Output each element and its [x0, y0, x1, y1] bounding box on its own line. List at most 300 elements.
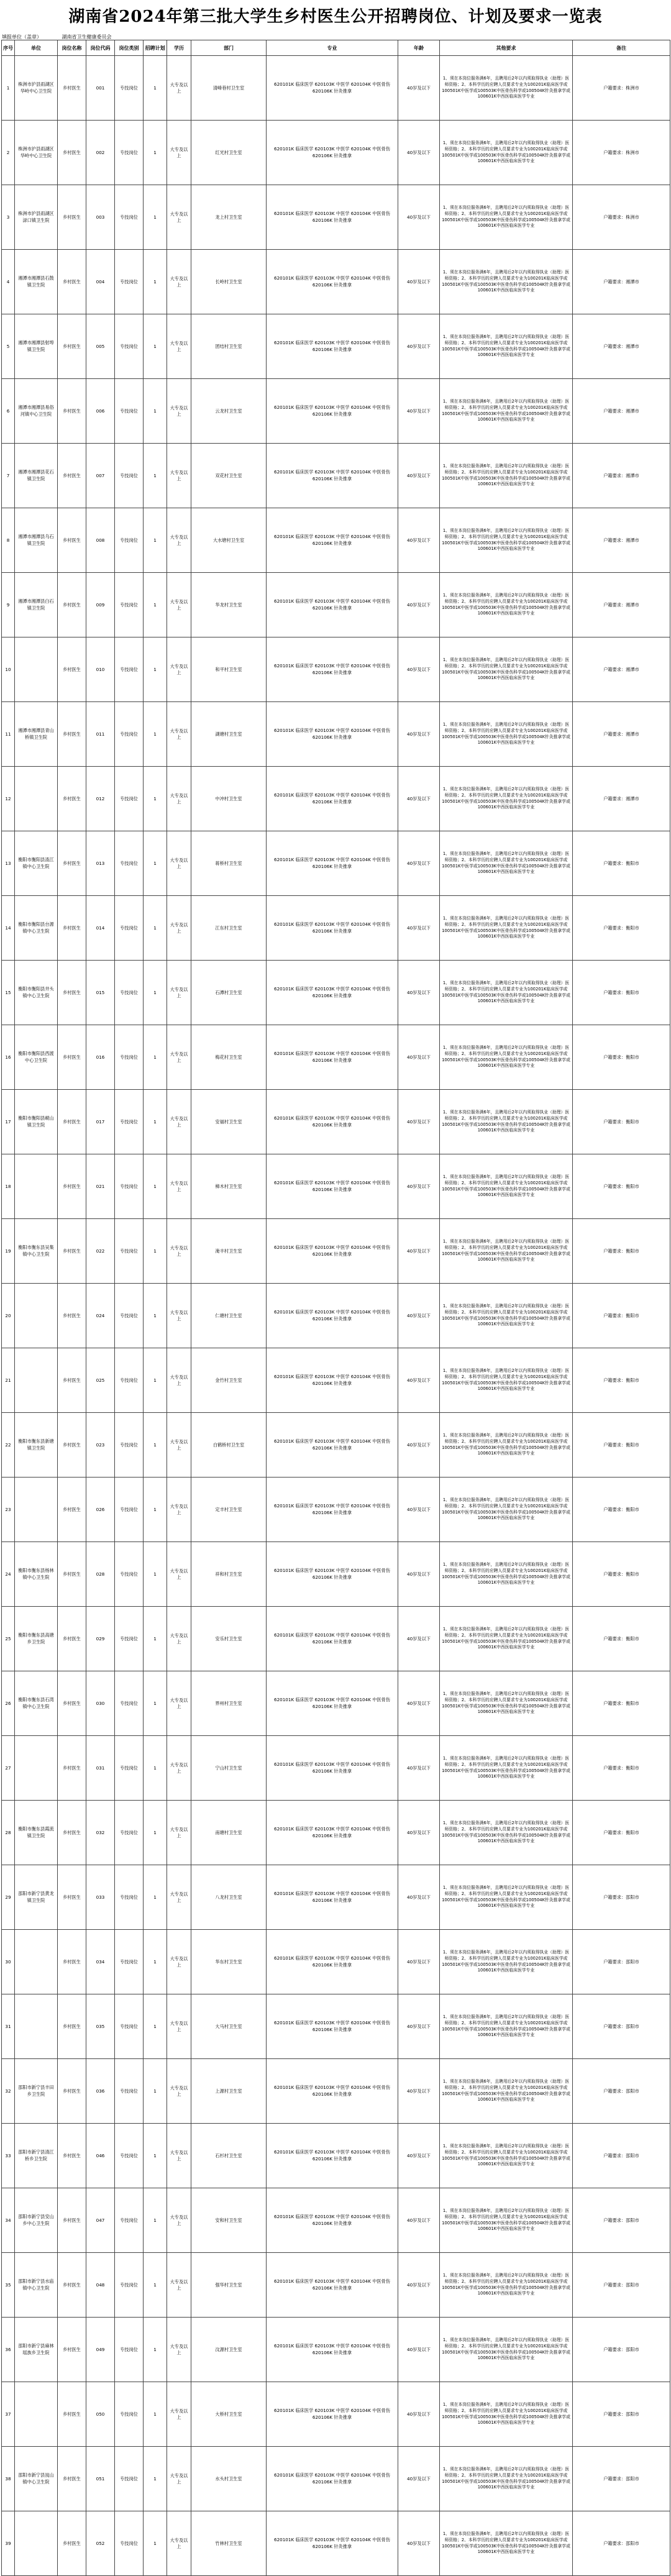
major-cell: 620101K 临床医学 620103K 中医学 620104K 中医骨伤 620106K 针灸推拿 [267, 56, 398, 121]
department-cell: 和平村卫生室 [191, 637, 267, 702]
plan-count-cell: 1 [144, 896, 167, 961]
table-row [2, 1154, 670, 1219]
unit-cell: 邵阳市新宁县麻林瑶族乡卫生院 [15, 2318, 58, 2382]
other-requirements-cell: 1、须在本岗位服务满6年，且聘用后2年以内须取得执业（助理）医师资格；2、本科学历的应聘人员要求专业为100201K临床医学或100501K中医学或100503K中医骨伤科学或100504K针灸推拿学或100601K中西医临床医学专业 [440, 1219, 573, 1284]
other-requirements-cell: 1、须在本岗位服务满6年，且聘用后2年以内须取得执业（助理）医师资格；2、本科学历的应聘人员要求专业为100201K临床医学或100501K中医学或100503K中医骨伤科学或100504K针灸推拿学或100601K中西医临床医学专业 [440, 1090, 573, 1154]
post-code-cell: 036 [86, 2059, 115, 2124]
post-name-cell: 乡村医生 [58, 121, 86, 185]
major-cell: 620101K 临床医学 620103K 中医学 620104K 中医骨伤 620106K 针灸推拿 [267, 573, 398, 637]
major-cell: 620101K 临床医学 620103K 中医学 620104K 中医骨伤 620106K 针灸推拿 [267, 2447, 398, 2511]
unit-cell: 邵阳市新宁县丰田乡卫生院 [15, 2059, 58, 2124]
department-cell: 华龙村卫生室 [191, 573, 267, 637]
plan-count-cell: 1 [144, 2188, 167, 2253]
post-code-cell: 017 [86, 1090, 115, 1154]
post-name-cell: 乡村医生 [58, 444, 86, 508]
education-cell: 大专及以上 [167, 2511, 191, 2576]
department-cell: 竹林村卫生室 [191, 2511, 267, 2576]
unit-cell [15, 2382, 58, 2447]
notes-cell: 户籍要求：湘潭市 [573, 637, 670, 702]
unit-cell: 衡阳市衡阳县井头镇中心卫生院 [15, 961, 58, 1025]
post-category-cell: 专技岗位 [115, 1025, 144, 1090]
table-row [2, 2253, 670, 2318]
table-row [2, 379, 670, 444]
education-cell: 大专及以上 [167, 2382, 191, 2447]
major-cell: 620101K 临床医学 620103K 中医学 620104K 中医骨伤 620106K 针灸推拿 [267, 1478, 398, 1542]
education-cell: 大专及以上 [167, 1865, 191, 1930]
plan-count-cell: 1 [144, 1542, 167, 1607]
post-name-cell: 乡村医生 [58, 1348, 86, 1413]
plan-count-cell: 1 [144, 1284, 167, 1348]
other-requirements-cell: 1、须在本岗位服务满6年，且聘用后2年以内须取得执业（助理）医师资格；2、本科学历的应聘人员要求专业为100201K临床医学或100501K中医学或100503K中医骨伤科学或100504K针灸推拿学或100601K中西医临床医学专业 [440, 1478, 573, 1542]
plan-count-cell: 1 [144, 1801, 167, 1865]
notes-cell: 户籍要求：株洲市 [573, 56, 670, 121]
post-name-cell: 乡村医生 [58, 508, 86, 573]
table-row [2, 2124, 670, 2188]
notes-cell: 户籍要求：邵阳市 [573, 2511, 670, 2576]
post-name-cell: 乡村医生 [58, 702, 86, 767]
post-category-cell: 专技岗位 [115, 2318, 144, 2382]
education-cell: 大专及以上 [167, 185, 191, 250]
table-row [2, 1930, 670, 1994]
education-cell: 大专及以上 [167, 1219, 191, 1284]
age-cell: 40岁及以下 [398, 1478, 440, 1542]
post-category-cell: 专技岗位 [115, 1801, 144, 1865]
notes-cell: 户籍要求：衡阳市 [573, 1284, 670, 1348]
notes-cell: 户籍要求：湘潭市 [573, 314, 670, 379]
education-cell: 大专及以上 [167, 1413, 191, 1478]
table-row [2, 1736, 670, 1801]
table-row [2, 896, 670, 961]
table-row [2, 1090, 670, 1154]
age-cell: 40岁及以下 [398, 896, 440, 961]
post-name-cell: 乡村医生 [58, 250, 86, 314]
education-cell: 大专及以上 [167, 767, 191, 831]
department-cell: 定丰村卫生室 [191, 1478, 267, 1542]
plan-count-cell: 1 [144, 379, 167, 444]
education-cell: 大专及以上 [167, 1801, 191, 1865]
table-row [2, 56, 670, 121]
post-category-cell: 专技岗位 [115, 250, 144, 314]
post-name-cell: 乡村医生 [58, 1284, 86, 1348]
post-code-cell: 049 [86, 2318, 115, 2382]
notes-cell: 户籍要求：邵阳市 [573, 2188, 670, 2253]
education-cell: 大专及以上 [167, 1930, 191, 1994]
seq-cell: 3 [2, 185, 15, 250]
post-category-cell: 专技岗位 [115, 1736, 144, 1801]
post-category-cell: 专技岗位 [115, 2253, 144, 2318]
post-code-cell: 047 [86, 2188, 115, 2253]
other-requirements-cell: 1、须在本岗位服务满6年，且聘用后2年以内须取得执业（助理）医师资格；2、本科学历的应聘人员要求专业为100201K临床医学或100501K中医学或100503K中医骨伤科学或100504K针灸推拿学或100601K中西医临床医学专业 [440, 1413, 573, 1478]
plan-count-cell: 1 [144, 2382, 167, 2447]
notes-cell: 户籍要求：衡阳市 [573, 1671, 670, 1736]
age-cell: 40岁及以下 [398, 1348, 440, 1413]
seq-cell: 15 [2, 961, 15, 1025]
other-requirements-cell: 1、须在本岗位服务满6年，且聘用后2年以内须取得执业（助理）医师资格；2、本科学历的应聘人员要求专业为100201K临床医学或100501K中医学或100503K中医骨伤科学或100504K针灸推拿学或100601K中西医临床医学专业 [440, 250, 573, 314]
other-requirements-cell: 1、须在本岗位服务满6年，且聘用后2年以内须取得执业（助理）医师资格；2、本科学历的应聘人员要求专业为100201K临床医学或100501K中医学或100503K中医骨伤科学或100504K针灸推拿学或100601K中西医临床医学专业 [440, 314, 573, 379]
notes-cell: 户籍要求：邵阳市 [573, 2318, 670, 2382]
age-cell: 40岁及以下 [398, 1219, 440, 1284]
unit-cell [15, 1348, 58, 1413]
education-cell: 大专及以上 [167, 1542, 191, 1607]
age-cell: 40岁及以下 [398, 1865, 440, 1930]
education-cell: 大专及以上 [167, 2318, 191, 2382]
post-code-cell: 046 [86, 2124, 115, 2188]
post-name-cell: 乡村医生 [58, 767, 86, 831]
other-requirements-cell: 1、须在本岗位服务满6年，且聘用后2年以内须取得执业（助理）医师资格；2、本科学历的应聘人员要求专业为100201K临床医学或100501K中医学或100503K中医骨伤科学或100504K针灸推拿学或100601K中西医临床医学专业 [440, 831, 573, 896]
education-cell: 大专及以上 [167, 1090, 191, 1154]
education-cell: 大专及以上 [167, 1736, 191, 1801]
age-cell: 40岁及以下 [398, 961, 440, 1025]
notes-cell: 户籍要求：邵阳市 [573, 2059, 670, 2124]
notes-cell: 户籍要求：湘潭市 [573, 444, 670, 508]
seq-cell: 13 [2, 831, 15, 896]
post-category-cell: 专技岗位 [115, 2511, 144, 2576]
notes-cell: 户籍要求：湘潭市 [573, 250, 670, 314]
age-cell: 40岁及以下 [398, 702, 440, 767]
other-requirements-cell: 1、须在本岗位服务满6年，且聘用后2年以内须取得执业（助理）医师资格；2、本科学历的应聘人员要求专业为100201K临床医学或100501K中医学或100503K中医骨伤科学或100504K针灸推拿学或100601K中西医临床医学专业 [440, 185, 573, 250]
post-code-cell: 011 [86, 702, 115, 767]
major-cell: 620101K 临床医学 620103K 中医学 620104K 中医骨伤 620106K 针灸推拿 [267, 1671, 398, 1736]
post-name-cell: 乡村医生 [58, 1478, 86, 1542]
seq-cell: 20 [2, 1284, 15, 1348]
other-requirements-cell: 1、须在本岗位服务满6年，且聘用后2年以内须取得执业（助理）医师资格；2、本科学历的应聘人员要求专业为100201K临床医学或100501K中医学或100503K中医骨伤科学或100504K针灸推拿学或100601K中西医临床医学专业 [440, 573, 573, 637]
post-name-cell: 乡村医生 [58, 2447, 86, 2511]
age-cell: 40岁及以下 [398, 831, 440, 896]
post-category-cell: 专技岗位 [115, 702, 144, 767]
education-cell: 大专及以上 [167, 1478, 191, 1542]
post-code-cell: 002 [86, 121, 115, 185]
other-requirements-cell: 1、须在本岗位服务满6年，且聘用后2年以内须取得执业（助理）医师资格；2、本科学历的应聘人员要求专业为100201K临床医学或100501K中医学或100503K中医骨伤科学或100504K针灸推拿学或100601K中西医临床医学专业 [440, 2447, 573, 2511]
notes-cell: 户籍要求：湘潭市 [573, 508, 670, 573]
plan-count-cell: 1 [144, 1671, 167, 1736]
major-cell: 620101K 临床医学 620103K 中医学 620104K 中医骨伤 620106K 针灸推拿 [267, 1413, 398, 1478]
table-row [2, 1413, 670, 1478]
notes-cell: 户籍要求：邵阳市 [573, 2382, 670, 2447]
unit-cell [15, 2511, 58, 2576]
unit-cell: 衡阳市衡阳县西渡中心卫生院 [15, 1025, 58, 1090]
major-cell: 620101K 临床医学 620103K 中医学 620104K 中医骨伤 620106K 针灸推拿 [267, 1025, 398, 1090]
post-code-cell: 029 [86, 1607, 115, 1671]
notes-cell: 户籍要求：衡阳市 [573, 1413, 670, 1478]
post-category-cell: 专技岗位 [115, 1671, 144, 1736]
unit-cell: 衡阳市衡东县吴集镇中心卫生院 [15, 1219, 58, 1284]
seq-cell: 25 [2, 1607, 15, 1671]
department-cell: 梅花村卫生室 [191, 1025, 267, 1090]
age-cell: 40岁及以下 [398, 2382, 440, 2447]
education-cell: 大专及以上 [167, 314, 191, 379]
unit-cell: 株洲市沪县雨湖区渌口镇卫生院 [15, 185, 58, 250]
other-requirements-cell: 1、须在本岗位服务满6年，且聘用后2年以内须取得执业（助理）医师资格；2、本科学历的应聘人员要求专业为100201K临床医学或100501K中医学或100503K中医骨伤科学或100504K针灸推拿学或100601K中西医临床医学专业 [440, 1736, 573, 1801]
post-category-cell: 专技岗位 [115, 831, 144, 896]
unit-cell [15, 1154, 58, 1219]
post-category-cell: 专技岗位 [115, 1154, 144, 1219]
seq-cell: 2 [2, 121, 15, 185]
table-row [2, 2059, 670, 2124]
header-category: 岗位类别 [115, 40, 144, 56]
header-plan: 招聘计划 [144, 40, 167, 56]
plan-count-cell: 1 [144, 1930, 167, 1994]
seq-cell: 24 [2, 1542, 15, 1607]
major-cell: 620101K 临床医学 620103K 中医学 620104K 中医骨伤 620106K 针灸推拿 [267, 2318, 398, 2382]
seq-cell: 19 [2, 1219, 15, 1284]
post-name-cell: 乡村医生 [58, 2382, 86, 2447]
major-cell: 620101K 临床医学 620103K 中医学 620104K 中医骨伤 620106K 针灸推拿 [267, 2188, 398, 2253]
education-cell: 大专及以上 [167, 2188, 191, 2253]
post-code-cell: 034 [86, 1930, 115, 1994]
department-cell: 安福村卫生室 [191, 1090, 267, 1154]
post-code-cell: 016 [86, 1025, 115, 1090]
plan-count-cell: 1 [144, 2059, 167, 2124]
post-code-cell: 025 [86, 1348, 115, 1413]
age-cell: 40岁及以下 [398, 637, 440, 702]
post-name-cell: 乡村医生 [58, 1671, 86, 1736]
post-category-cell: 专技岗位 [115, 1607, 144, 1671]
education-cell: 大专及以上 [167, 2447, 191, 2511]
education-cell: 大专及以上 [167, 831, 191, 896]
age-cell: 40岁及以下 [398, 1025, 440, 1090]
major-cell: 620101K 临床医学 620103K 中医学 620104K 中医骨伤 620106K 针灸推拿 [267, 1284, 398, 1348]
other-requirements-cell: 1、须在本岗位服务满6年，且聘用后2年以内须取得执业（助理）医师资格；2、本科学历的应聘人员要求专业为100201K临床医学或100501K中医学或100503K中医骨伤科学或100504K针灸推拿学或100601K中西医临床医学专业 [440, 1930, 573, 1994]
post-name-cell: 乡村医生 [58, 2253, 86, 2318]
post-code-cell: 007 [86, 444, 115, 508]
education-cell: 大专及以上 [167, 1994, 191, 2059]
department-cell: 水头村卫生室 [191, 2447, 267, 2511]
seq-cell: 27 [2, 1736, 15, 1801]
table-row [2, 1607, 670, 1671]
age-cell: 40岁及以下 [398, 2253, 440, 2318]
education-cell: 大专及以上 [167, 702, 191, 767]
seq-cell: 14 [2, 896, 15, 961]
unit-cell: 衡阳市衡阳县台源镇中心卫生院 [15, 896, 58, 961]
other-requirements-cell: 1、须在本岗位服务满6年，且聘用后2年以内须取得执业（助理）医师资格；2、本科学历的应聘人员要求专业为100201K临床医学或100501K中医学或100503K中医骨伤科学或100504K针灸推拿学或100601K中西医临床医学专业 [440, 896, 573, 961]
notes-cell: 户籍要求：衡阳市 [573, 1478, 670, 1542]
post-code-cell: 006 [86, 379, 115, 444]
notes-cell: 户籍要求：衡阳市 [573, 1801, 670, 1865]
major-cell: 620101K 临床医学 620103K 中医学 620104K 中医骨伤 620106K 针灸推拿 [267, 508, 398, 573]
plan-count-cell: 1 [144, 1607, 167, 1671]
unit-cell: 湘潭市湘潭县易俗河镇中心卫生院 [15, 379, 58, 444]
major-cell: 620101K 临床医学 620103K 中医学 620104K 中医骨伤 620106K 针灸推拿 [267, 1542, 398, 1607]
other-requirements-cell: 1、须在本岗位服务满6年，且聘用后2年以内须取得执业（助理）医师资格；2、本科学历的应聘人员要求专业为100201K临床医学或100501K中医学或100503K中医骨伤科学或100504K针灸推拿学或100601K中西医临床医学专业 [440, 1542, 573, 1607]
education-cell: 大专及以上 [167, 250, 191, 314]
education-cell: 大专及以上 [167, 2124, 191, 2188]
other-requirements-cell: 1、须在本岗位服务满6年，且聘用后2年以内须取得执业（助理）医师资格；2、本科学历的应聘人员要求专业为100201K临床医学或100501K中医学或100503K中医骨伤科学或100504K针灸推拿学或100601K中西医临床医学专业 [440, 508, 573, 573]
table-row [2, 637, 670, 702]
unit-label: 填报单位（盖章） [2, 34, 42, 40]
education-cell: 大专及以上 [167, 2059, 191, 2124]
post-name-cell: 乡村医生 [58, 1154, 86, 1219]
education-cell: 大专及以上 [167, 1671, 191, 1736]
department-cell: 安乐村卫生室 [191, 1607, 267, 1671]
table-row [2, 2188, 670, 2253]
unit-cell [15, 1284, 58, 1348]
post-code-cell: 003 [86, 185, 115, 250]
unit-cell: 衡阳市衡阳县岘山镇卫生院 [15, 1090, 58, 1154]
seq-cell: 10 [2, 637, 15, 702]
plan-count-cell: 1 [144, 1736, 167, 1801]
table-row [2, 508, 670, 573]
department-cell: 金竹村卫生室 [191, 1348, 267, 1413]
age-cell: 40岁及以下 [398, 1413, 440, 1478]
education-cell: 大专及以上 [167, 1607, 191, 1671]
table-row [2, 1219, 670, 1284]
unit-cell: 衡阳市衡东县霞流镇卫生院 [15, 1801, 58, 1865]
post-code-cell: 004 [86, 250, 115, 314]
notes-cell: 户籍要求：邵阳市 [573, 1865, 670, 1930]
notes-cell: 户籍要求：湘潭市 [573, 767, 670, 831]
education-cell: 大专及以上 [167, 379, 191, 444]
major-cell: 620101K 临床医学 620103K 中医学 620104K 中医骨伤 620106K 针灸推拿 [267, 1994, 398, 2059]
table-row [2, 702, 670, 767]
department-cell: 南塘村卫生室 [191, 1801, 267, 1865]
age-cell: 40岁及以下 [398, 2059, 440, 2124]
table-row [2, 1348, 670, 1413]
header-notes: 备注 [573, 40, 670, 56]
unit-cell: 衡阳市衡阳县渣江镇中心卫生院 [15, 831, 58, 896]
post-category-cell: 专技岗位 [115, 1090, 144, 1154]
major-cell: 620101K 临床医学 620103K 中医学 620104K 中医骨伤 620106K 针灸推拿 [267, 896, 398, 961]
major-cell: 620101K 临床医学 620103K 中医学 620104K 中医骨伤 620106K 针灸推拿 [267, 2511, 398, 2576]
other-requirements-cell: 1、须在本岗位服务满6年，且聘用后2年以内须取得执业（助理）医师资格；2、本科学历的应聘人员要求专业为100201K临床医学或100501K中医学或100503K中医骨伤科学或100504K针灸推拿学或100601K中西医临床医学专业 [440, 1154, 573, 1219]
major-cell: 620101K 临床医学 620103K 中医学 620104K 中医骨伤 620106K 针灸推拿 [267, 379, 398, 444]
post-name-cell: 乡村医生 [58, 2511, 86, 2576]
unit-cell [15, 637, 58, 702]
table-row [2, 1542, 670, 1607]
post-category-cell: 专技岗位 [115, 2188, 144, 2253]
age-cell: 40岁及以下 [398, 1994, 440, 2059]
major-cell: 620101K 临床医学 620103K 中医学 620104K 中医骨伤 620106K 针灸推拿 [267, 1801, 398, 1865]
education-cell: 大专及以上 [167, 2253, 191, 2318]
education-cell: 大专及以上 [167, 1154, 191, 1219]
department-cell: 长岭村卫生室 [191, 250, 267, 314]
major-cell: 620101K 临床医学 620103K 中医学 620104K 中医骨伤 620106K 针灸推拿 [267, 831, 398, 896]
post-code-cell: 010 [86, 637, 115, 702]
department-cell: 白鹤桥村卫生室 [191, 1413, 267, 1478]
plan-count-cell: 1 [144, 444, 167, 508]
department-cell: 石潭村卫生室 [191, 961, 267, 1025]
plan-count-cell: 1 [144, 1994, 167, 2059]
major-cell: 620101K 临床医学 620103K 中医学 620104K 中医骨伤 620106K 针灸推拿 [267, 1090, 398, 1154]
major-cell: 620101K 临床医学 620103K 中医学 620104K 中医骨伤 620106K 针灸推拿 [267, 250, 398, 314]
unit-cell: 湘潭市湘潭县花石镇卫生院 [15, 444, 58, 508]
plan-count-cell: 1 [144, 961, 167, 1025]
age-cell: 40岁及以下 [398, 250, 440, 314]
other-requirements-cell: 1、须在本岗位服务满6年，且聘用后2年以内须取得执业（助理）医师资格；2、本科学历的应聘人员要求专业为100201K临床医学或100501K中医学或100503K中医骨伤科学或100504K针灸推拿学或100601K中西医临床医学专业 [440, 1348, 573, 1413]
post-name-cell: 乡村医生 [58, 1736, 86, 1801]
table-header-row [2, 40, 670, 56]
table-row [2, 1865, 670, 1930]
post-code-cell: 021 [86, 1154, 115, 1219]
header-seq: 序号 [2, 40, 15, 56]
seq-cell: 34 [2, 2188, 15, 2253]
other-requirements-cell: 1、须在本岗位服务满6年，且聘用后2年以内须取得执业（助理）医师资格；2、本科学历的应聘人员要求专业为100201K临床医学或100501K中医学或100503K中医骨伤科学或100504K针灸推拿学或100601K中西医临床医学专业 [440, 2382, 573, 2447]
unit-cell [15, 1930, 58, 1994]
plan-count-cell: 1 [144, 1219, 167, 1284]
table-row [2, 831, 670, 896]
age-cell: 40岁及以下 [398, 2188, 440, 2253]
department-cell: 安和村卫生室 [191, 2188, 267, 2253]
post-name-cell: 乡村医生 [58, 1542, 86, 1607]
notes-cell: 户籍要求：衡阳市 [573, 831, 670, 896]
age-cell: 40岁及以下 [398, 1284, 440, 1348]
education-cell: 大专及以上 [167, 1284, 191, 1348]
notes-cell: 户籍要求：湘潭市 [573, 379, 670, 444]
post-name-cell: 乡村医生 [58, 379, 86, 444]
post-name-cell: 乡村医生 [58, 2124, 86, 2188]
notes-cell: 户籍要求：邵阳市 [573, 2447, 670, 2511]
post-name-cell: 乡村医生 [58, 961, 86, 1025]
post-category-cell: 专技岗位 [115, 961, 144, 1025]
post-code-cell: 022 [86, 1219, 115, 1284]
notes-cell: 户籍要求：衡阳市 [573, 896, 670, 961]
age-cell: 40岁及以下 [398, 1607, 440, 1671]
notes-cell: 户籍要求：湘潭市 [573, 702, 670, 767]
unit-name: 湖南省卫生健康委员会 [62, 34, 112, 40]
post-code-cell: 030 [86, 1671, 115, 1736]
notes-cell: 户籍要求：邵阳市 [573, 1994, 670, 2059]
department-cell: 华东村卫生室 [191, 1930, 267, 1994]
table-row [2, 1284, 670, 1348]
unit-cell: 株洲市沪县雨湖区华岭中心卫生院 [15, 121, 58, 185]
header-other-requirements: 其他要求 [440, 40, 573, 56]
post-name-cell: 乡村医生 [58, 1219, 86, 1284]
seq-cell: 26 [2, 1671, 15, 1736]
seq-cell: 30 [2, 1930, 15, 1994]
age-cell: 40岁及以下 [398, 444, 440, 508]
plan-count-cell: 1 [144, 2511, 167, 2576]
table-row [2, 1994, 670, 2059]
education-cell: 大专及以上 [167, 1025, 191, 1090]
seq-cell: 36 [2, 2318, 15, 2382]
post-category-cell: 专技岗位 [115, 2059, 144, 2124]
table-row [2, 573, 670, 637]
page-title: 湖南省2024年第三批大学生乡村医生公开招聘岗位、计划及要求一览表 [68, 7, 603, 26]
post-category-cell: 专技岗位 [115, 185, 144, 250]
age-cell: 40岁及以下 [398, 1090, 440, 1154]
post-code-cell: 015 [86, 961, 115, 1025]
other-requirements-cell: 1、须在本岗位服务满6年，且聘用后2年以内须取得执业（助理）医师资格；2、本科学历的应聘人员要求专业为100201K临床医学或100501K中医学或100503K中医骨伤科学或100504K针灸推拿学或100601K中西医临床医学专业 [440, 1284, 573, 1348]
post-category-cell: 专技岗位 [115, 444, 144, 508]
other-requirements-cell: 1、须在本岗位服务满6年，且聘用后2年以内须取得执业（助理）医师资格；2、本科学历的应聘人员要求专业为100201K临床医学或100501K中医学或100503K中医骨伤科学或100504K针灸推拿学或100601K中西医临床医学专业 [440, 444, 573, 508]
seq-cell: 11 [2, 702, 15, 767]
post-name-cell: 乡村医生 [58, 2059, 86, 2124]
notes-cell: 户籍要求：衡阳市 [573, 1090, 670, 1154]
post-name-cell: 乡村医生 [58, 1801, 86, 1865]
plan-count-cell: 1 [144, 1090, 167, 1154]
education-cell: 大专及以上 [167, 1348, 191, 1413]
post-category-cell: 专技岗位 [115, 1284, 144, 1348]
plan-count-cell: 1 [144, 121, 167, 185]
age-cell: 40岁及以下 [398, 379, 440, 444]
unit-cell: 衡阳市衡东县新塘镇卫生院 [15, 1413, 58, 1478]
notes-cell: 户籍要求：衡阳市 [573, 1736, 670, 1801]
plan-count-cell: 1 [144, 2447, 167, 2511]
plan-count-cell: 1 [144, 2253, 167, 2318]
major-cell: 620101K 临床医学 620103K 中医学 620104K 中医骨伤 620106K 针灸推拿 [267, 702, 398, 767]
seq-cell: 31 [2, 1994, 15, 2059]
post-code-cell: 050 [86, 2382, 115, 2447]
unit-cell: 邵阳市新宁县清江桥乡卫生院 [15, 2124, 58, 2188]
age-cell: 40岁及以下 [398, 1542, 440, 1607]
plan-count-cell: 1 [144, 314, 167, 379]
header-department: 部门 [191, 40, 267, 56]
post-name-cell: 乡村医生 [58, 1090, 86, 1154]
major-cell: 620101K 临床医学 620103K 中医学 620104K 中医骨伤 620106K 针灸推拿 [267, 2382, 398, 2447]
notes-cell: 户籍要求：邵阳市 [573, 2124, 670, 2188]
other-requirements-cell: 1、须在本岗位服务满6年，且聘用后2年以内须取得执业（助理）医师资格；2、本科学历的应聘人员要求专业为100201K临床医学或100501K中医学或100503K中医骨伤科学或100504K针灸推拿学或100601K中西医临床医学专业 [440, 379, 573, 444]
department-cell: 红光村卫生室 [191, 121, 267, 185]
department-cell: 团结村卫生室 [191, 314, 267, 379]
